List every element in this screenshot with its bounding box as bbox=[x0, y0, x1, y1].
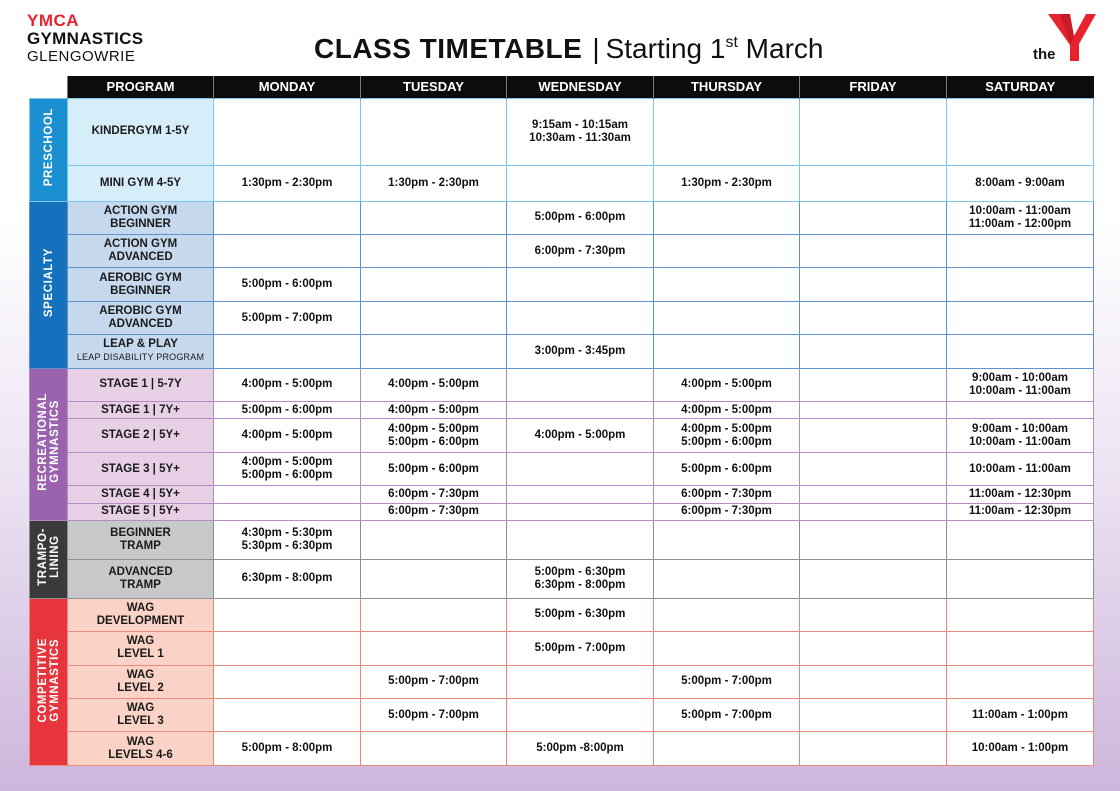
table-row bbox=[30, 335, 1094, 368]
time-cell-thu bbox=[654, 419, 800, 452]
program-name-line: BEGINNER bbox=[110, 284, 171, 297]
header-monday: MONDAY bbox=[214, 76, 361, 98]
section-specialty-label bbox=[30, 201, 68, 368]
time-cell-mon bbox=[214, 98, 361, 166]
header-saturday: SATURDAY bbox=[947, 76, 1094, 98]
time-cell-wed bbox=[507, 632, 654, 665]
time-cell-wed bbox=[507, 503, 654, 520]
section-label-line: PRESCHOOL bbox=[42, 108, 55, 187]
time-cell-wed bbox=[507, 452, 654, 485]
time-cell-tue bbox=[361, 166, 507, 201]
class-time: 9:00am - 10:00am bbox=[972, 422, 1068, 435]
time-cell-thu bbox=[654, 335, 800, 368]
time-cell-sat bbox=[947, 598, 1094, 631]
program-name-cell bbox=[68, 166, 214, 201]
time-cell-fri bbox=[800, 368, 947, 401]
time-cell-thu bbox=[654, 486, 800, 503]
class-time: 5:00pm - 6:00pm bbox=[241, 403, 333, 416]
table-row bbox=[30, 699, 1094, 732]
program-name-line: STAGE 4 | 5Y+ bbox=[101, 487, 180, 500]
table-row bbox=[30, 632, 1094, 665]
table-row bbox=[30, 368, 1094, 401]
title-sub-sup: st bbox=[725, 34, 738, 51]
time-cell-wed bbox=[507, 732, 654, 766]
program-name-cell bbox=[68, 402, 214, 419]
header-wednesday: WEDNESDAY bbox=[507, 76, 654, 98]
program-name-line: LEVEL 1 bbox=[117, 648, 164, 661]
class-time: 1:30pm - 2:30pm bbox=[388, 176, 479, 189]
program-name-line: ADVANCED bbox=[108, 565, 173, 578]
class-time: 5:00pm - 7:00pm bbox=[534, 641, 626, 654]
time-cell-tue bbox=[361, 98, 507, 166]
time-cell-thu bbox=[654, 166, 800, 201]
time-cell-fri bbox=[800, 503, 947, 520]
time-cell-wed bbox=[507, 699, 654, 732]
program-name-cell bbox=[68, 559, 214, 598]
program-name-line: AEROBIC GYM bbox=[99, 305, 182, 318]
time-cell-fri bbox=[800, 335, 947, 368]
class-time: 1:30pm - 2:30pm bbox=[681, 176, 772, 189]
time-cell-wed bbox=[507, 520, 654, 559]
class-time: 5:00pm - 7:00pm bbox=[681, 708, 772, 721]
class-time: 5:00pm - 7:00pm bbox=[388, 675, 479, 688]
class-time: 6:30pm - 8:00pm bbox=[241, 572, 333, 585]
the-y-logo bbox=[1030, 14, 1096, 64]
time-cell-wed bbox=[507, 166, 654, 201]
class-time: 5:00pm - 7:00pm bbox=[681, 675, 772, 688]
section-label-text bbox=[43, 248, 55, 317]
time-cell-wed bbox=[507, 486, 654, 503]
class-time: 5:00pm - 6:00pm bbox=[388, 435, 479, 448]
brand-location: GLENGOWRIE bbox=[27, 48, 136, 65]
time-cell-thu bbox=[654, 452, 800, 485]
table-row bbox=[30, 201, 1094, 234]
time-cell-wed bbox=[507, 559, 654, 598]
time-cell-fri bbox=[800, 301, 947, 334]
program-name-cell bbox=[68, 268, 214, 301]
time-cell-mon bbox=[214, 559, 361, 598]
section-trampolining-label bbox=[30, 520, 68, 598]
program-name-line: AEROBIC GYM bbox=[99, 271, 182, 284]
time-cell-wed bbox=[507, 419, 654, 452]
time-cell-wed bbox=[507, 201, 654, 234]
time-cell-tue bbox=[361, 368, 507, 401]
section-label-text bbox=[37, 528, 61, 586]
time-cell-tue bbox=[361, 335, 507, 368]
class-time: 4:00pm - 5:00pm bbox=[681, 378, 772, 391]
table-row bbox=[30, 520, 1094, 559]
brand-gymnastics: GYMNASTICS bbox=[27, 29, 144, 48]
time-cell-thu bbox=[654, 402, 800, 419]
program-name-line: STAGE 5 | 5Y+ bbox=[101, 505, 180, 518]
time-cell-sat bbox=[947, 201, 1094, 234]
program-name-cell bbox=[68, 98, 214, 166]
time-cell-sat bbox=[947, 268, 1094, 301]
program-name-line: DEVELOPMENT bbox=[96, 614, 185, 627]
time-cell-wed bbox=[507, 665, 654, 698]
time-cell-fri bbox=[800, 520, 947, 559]
time-cell-sat bbox=[947, 234, 1094, 267]
section-label-line: RECREATIONAL bbox=[36, 393, 49, 492]
time-cell-mon bbox=[214, 419, 361, 452]
time-cell-mon bbox=[214, 732, 361, 766]
time-cell-mon bbox=[214, 368, 361, 401]
class-time: 5:00pm - 7:00pm bbox=[388, 708, 479, 721]
program-name-cell bbox=[68, 503, 214, 520]
class-time: 10:00am - 1:00pm bbox=[971, 742, 1069, 755]
time-cell-fri bbox=[800, 632, 947, 665]
header-row bbox=[30, 76, 1094, 98]
program-name-line: WAG bbox=[126, 635, 155, 648]
program-name-cell bbox=[68, 335, 214, 368]
class-time: 11:00am - 12:30pm bbox=[968, 505, 1072, 518]
class-time: 11:00am - 1:00pm bbox=[972, 708, 1068, 721]
class-time: 10:00am - 11:00am bbox=[969, 462, 1071, 475]
program-name-cell bbox=[68, 699, 214, 732]
title-main: CLASS TIMETABLE bbox=[314, 33, 583, 64]
class-time: 9:00am - 10:00am bbox=[972, 371, 1068, 384]
class-time: 6:00pm - 7:30pm bbox=[534, 244, 626, 257]
program-name-line: LEAP DISABILITY PROGRAM bbox=[76, 352, 205, 363]
class-time: 11:00am - 12:00pm bbox=[968, 217, 1072, 230]
program-name-line: TRAMP bbox=[120, 578, 161, 591]
time-cell-tue bbox=[361, 632, 507, 665]
class-time: 10:30am - 11:30am bbox=[529, 131, 631, 144]
program-name-line: LEVEL 2 bbox=[117, 681, 164, 694]
time-cell-sat bbox=[947, 520, 1094, 559]
time-cell-mon bbox=[214, 632, 361, 665]
header-tuesday: TUESDAY bbox=[361, 76, 507, 98]
time-cell-mon bbox=[214, 234, 361, 267]
time-cell-fri bbox=[800, 559, 947, 598]
time-cell-tue bbox=[361, 301, 507, 334]
time-cell-thu bbox=[654, 520, 800, 559]
program-name-cell bbox=[68, 732, 214, 766]
section-label-line: SPECIALTY bbox=[42, 248, 55, 318]
class-time: 4:00pm - 5:00pm bbox=[241, 456, 333, 469]
program-name-cell bbox=[68, 234, 214, 267]
class-time: 4:00pm - 5:00pm bbox=[681, 422, 772, 435]
class-time: 6:00pm - 7:30pm bbox=[681, 505, 772, 518]
table-row bbox=[30, 402, 1094, 419]
program-name-cell bbox=[68, 520, 214, 559]
table-row bbox=[30, 559, 1094, 598]
time-cell-wed bbox=[507, 402, 654, 419]
title-sub-suffix: March bbox=[737, 33, 824, 64]
program-name-line: TRAMP bbox=[120, 539, 161, 552]
section-competitive-label bbox=[30, 598, 68, 765]
time-cell-thu bbox=[654, 234, 800, 267]
time-cell-sat bbox=[947, 632, 1094, 665]
class-time: 10:00am - 11:00am bbox=[969, 204, 1071, 217]
class-time: 5:00pm - 6:00pm bbox=[241, 278, 333, 291]
brand-block bbox=[27, 12, 143, 64]
section-label-text bbox=[37, 393, 61, 491]
time-cell-wed bbox=[507, 301, 654, 334]
program-name-line: STAGE 1 | 7Y+ bbox=[101, 403, 180, 416]
class-time: 5:30pm - 6:30pm bbox=[241, 539, 333, 552]
time-cell-tue bbox=[361, 598, 507, 631]
class-time: 5:00pm - 6:00pm bbox=[388, 462, 479, 475]
program-name-line: KINDERGYM 1-5Y bbox=[91, 125, 190, 138]
class-time: 5:00pm - 6:00pm bbox=[241, 469, 333, 482]
program-name-line: ACTION GYM bbox=[103, 238, 178, 251]
class-time: 4:00pm - 5:00pm bbox=[241, 429, 333, 442]
time-cell-mon bbox=[214, 166, 361, 201]
program-name-line: ADVANCED bbox=[108, 318, 173, 331]
time-cell-thu bbox=[654, 201, 800, 234]
program-name-line: WAG bbox=[126, 601, 155, 614]
header-blank bbox=[30, 76, 68, 98]
time-cell-mon bbox=[214, 402, 361, 419]
time-cell-thu bbox=[654, 301, 800, 334]
time-cell-thu bbox=[654, 368, 800, 401]
time-cell-sat bbox=[947, 486, 1094, 503]
class-time: 6:30pm - 8:00pm bbox=[534, 578, 626, 591]
class-time: 6:00pm - 7:30pm bbox=[388, 487, 479, 500]
header-program: PROGRAM bbox=[68, 76, 214, 98]
time-cell-sat bbox=[947, 452, 1094, 485]
section-label-line: TRAMPO- bbox=[36, 528, 49, 587]
time-cell-fri bbox=[800, 234, 947, 267]
table-row bbox=[30, 98, 1094, 166]
time-cell-tue bbox=[361, 520, 507, 559]
program-name-line: LEVEL 3 bbox=[117, 715, 164, 728]
time-cell-mon bbox=[214, 301, 361, 334]
table-row bbox=[30, 503, 1094, 520]
class-time: 4:00pm - 5:00pm bbox=[681, 403, 772, 416]
program-name-cell bbox=[68, 201, 214, 234]
time-cell-mon bbox=[214, 452, 361, 485]
class-time: 9:15am - 10:15am bbox=[532, 118, 628, 131]
time-cell-wed bbox=[507, 98, 654, 166]
table-row bbox=[30, 419, 1094, 452]
program-name-cell bbox=[68, 368, 214, 401]
program-name-cell bbox=[68, 452, 214, 485]
title-sub-prefix: Starting 1 bbox=[605, 33, 726, 64]
time-cell-wed bbox=[507, 234, 654, 267]
section-label-line: COMPETITIVE bbox=[36, 637, 49, 723]
program-name-cell bbox=[68, 598, 214, 631]
time-cell-mon bbox=[214, 486, 361, 503]
class-time: 4:00pm - 5:00pm bbox=[388, 422, 479, 435]
program-name-cell bbox=[68, 486, 214, 503]
section-label-text bbox=[43, 108, 55, 186]
class-time: 5:00pm - 6:00pm bbox=[681, 462, 772, 475]
class-time: 4:30pm - 5:30pm bbox=[241, 526, 333, 539]
section-label-text bbox=[37, 638, 61, 723]
program-name-line: STAGE 1 | 5-7Y bbox=[99, 378, 182, 391]
time-cell-tue bbox=[361, 486, 507, 503]
time-cell-wed bbox=[507, 335, 654, 368]
time-cell-thu bbox=[654, 559, 800, 598]
time-cell-tue bbox=[361, 419, 507, 452]
program-name-line: WAG bbox=[126, 668, 155, 681]
program-name-line: WAG bbox=[126, 702, 155, 715]
time-cell-thu bbox=[654, 503, 800, 520]
program-name-line: WAG bbox=[126, 735, 155, 748]
time-cell-tue bbox=[361, 452, 507, 485]
time-cell-tue bbox=[361, 699, 507, 732]
class-time: 5:00pm - 6:30pm bbox=[534, 608, 626, 621]
class-time: 5:00pm - 6:30pm bbox=[534, 565, 626, 578]
time-cell-wed bbox=[507, 268, 654, 301]
section-preschool-label bbox=[30, 98, 68, 201]
header-thursday: THURSDAY bbox=[654, 76, 800, 98]
class-time: 4:00pm - 5:00pm bbox=[388, 403, 479, 416]
page-title bbox=[314, 35, 823, 63]
time-cell-fri bbox=[800, 402, 947, 419]
timetable bbox=[29, 76, 1094, 766]
class-time: 10:00am - 11:00am bbox=[969, 384, 1071, 397]
time-cell-sat bbox=[947, 419, 1094, 452]
class-time: 1:30pm - 2:30pm bbox=[241, 176, 333, 189]
time-cell-mon bbox=[214, 520, 361, 559]
time-cell-fri bbox=[800, 268, 947, 301]
program-name-line: BEGINNER bbox=[110, 217, 171, 230]
table-row bbox=[30, 301, 1094, 334]
class-time: 6:00pm - 7:30pm bbox=[681, 487, 772, 500]
table-row bbox=[30, 268, 1094, 301]
time-cell-tue bbox=[361, 201, 507, 234]
time-cell-fri bbox=[800, 486, 947, 503]
time-cell-fri bbox=[800, 452, 947, 485]
time-cell-sat bbox=[947, 301, 1094, 334]
program-name-line: MINI GYM 4-5Y bbox=[99, 176, 182, 189]
time-cell-thu bbox=[654, 732, 800, 766]
section-label-line: LINING bbox=[48, 536, 61, 579]
table-row bbox=[30, 665, 1094, 698]
time-cell-fri bbox=[800, 665, 947, 698]
class-time: 5:00pm -8:00pm bbox=[536, 742, 624, 755]
time-cell-thu bbox=[654, 665, 800, 698]
class-time: 4:00pm - 5:00pm bbox=[241, 378, 333, 391]
program-name-line: STAGE 2 | 5Y+ bbox=[101, 429, 180, 442]
time-cell-sat bbox=[947, 732, 1094, 766]
table-row bbox=[30, 486, 1094, 503]
time-cell-fri bbox=[800, 98, 947, 166]
class-time: 5:00pm - 7:00pm bbox=[241, 311, 333, 324]
time-cell-mon bbox=[214, 503, 361, 520]
time-cell-tue bbox=[361, 665, 507, 698]
program-name-line: BEGINNER bbox=[110, 526, 171, 539]
class-time: 11:00am - 12:30pm bbox=[968, 487, 1072, 500]
time-cell-tue bbox=[361, 503, 507, 520]
brand-ymca: YMCA bbox=[27, 11, 80, 30]
class-time: 5:00pm - 6:00pm bbox=[681, 435, 772, 448]
program-name-cell bbox=[68, 632, 214, 665]
time-cell-fri bbox=[800, 201, 947, 234]
time-cell-mon bbox=[214, 598, 361, 631]
time-cell-mon bbox=[214, 335, 361, 368]
class-time: 3:00pm - 3:45pm bbox=[534, 344, 626, 357]
class-time: 5:00pm - 6:00pm bbox=[534, 211, 626, 224]
time-cell-thu bbox=[654, 98, 800, 166]
time-cell-thu bbox=[654, 268, 800, 301]
time-cell-wed bbox=[507, 598, 654, 631]
table-row bbox=[30, 166, 1094, 201]
time-cell-sat bbox=[947, 335, 1094, 368]
program-name-cell bbox=[68, 301, 214, 334]
time-cell-fri bbox=[800, 699, 947, 732]
time-cell-sat bbox=[947, 98, 1094, 166]
time-cell-fri bbox=[800, 732, 947, 766]
section-label-line: GYMNASTICS bbox=[48, 638, 61, 722]
program-name-line: LEVELS 4-6 bbox=[108, 748, 173, 761]
time-cell-tue bbox=[361, 234, 507, 267]
program-name-line: LEAP & PLAY bbox=[103, 338, 178, 351]
table-row bbox=[30, 598, 1094, 631]
class-time: 4:00pm - 5:00pm bbox=[534, 429, 626, 442]
time-cell-sat bbox=[947, 166, 1094, 201]
section-label-line: GYMNASTICS bbox=[48, 400, 61, 484]
program-name-line: ADVANCED bbox=[108, 251, 173, 264]
time-cell-mon bbox=[214, 201, 361, 234]
time-cell-sat bbox=[947, 665, 1094, 698]
table-row bbox=[30, 234, 1094, 267]
table-row bbox=[30, 732, 1094, 766]
time-cell-mon bbox=[214, 665, 361, 698]
time-cell-tue bbox=[361, 559, 507, 598]
time-cell-tue bbox=[361, 732, 507, 766]
time-cell-sat bbox=[947, 368, 1094, 401]
time-cell-fri bbox=[800, 166, 947, 201]
time-cell-mon bbox=[214, 699, 361, 732]
time-cell-wed bbox=[507, 368, 654, 401]
time-cell-mon bbox=[214, 268, 361, 301]
time-cell-fri bbox=[800, 419, 947, 452]
time-cell-sat bbox=[947, 699, 1094, 732]
section-recreational-label bbox=[30, 368, 68, 520]
time-cell-sat bbox=[947, 559, 1094, 598]
time-cell-sat bbox=[947, 503, 1094, 520]
table-row bbox=[30, 452, 1094, 485]
time-cell-sat bbox=[947, 402, 1094, 419]
time-cell-tue bbox=[361, 402, 507, 419]
class-time: 4:00pm - 5:00pm bbox=[388, 378, 479, 391]
program-name-cell bbox=[68, 665, 214, 698]
class-time: 6:00pm - 7:30pm bbox=[388, 505, 479, 518]
class-time: 5:00pm - 8:00pm bbox=[241, 742, 333, 755]
program-name-line: ACTION GYM bbox=[103, 204, 178, 217]
time-cell-thu bbox=[654, 632, 800, 665]
time-cell-fri bbox=[800, 598, 947, 631]
class-time: 10:00am - 11:00am bbox=[969, 435, 1071, 448]
time-cell-thu bbox=[654, 598, 800, 631]
header-friday: FRIDAY bbox=[800, 76, 947, 98]
title-separator: | bbox=[592, 33, 600, 64]
time-cell-thu bbox=[654, 699, 800, 732]
time-cell-tue bbox=[361, 268, 507, 301]
logo-the-text: the bbox=[1033, 46, 1056, 63]
program-name-cell bbox=[68, 419, 214, 452]
program-name-line: STAGE 3 | 5Y+ bbox=[101, 462, 180, 475]
class-time: 8:00am - 9:00am bbox=[975, 176, 1065, 189]
